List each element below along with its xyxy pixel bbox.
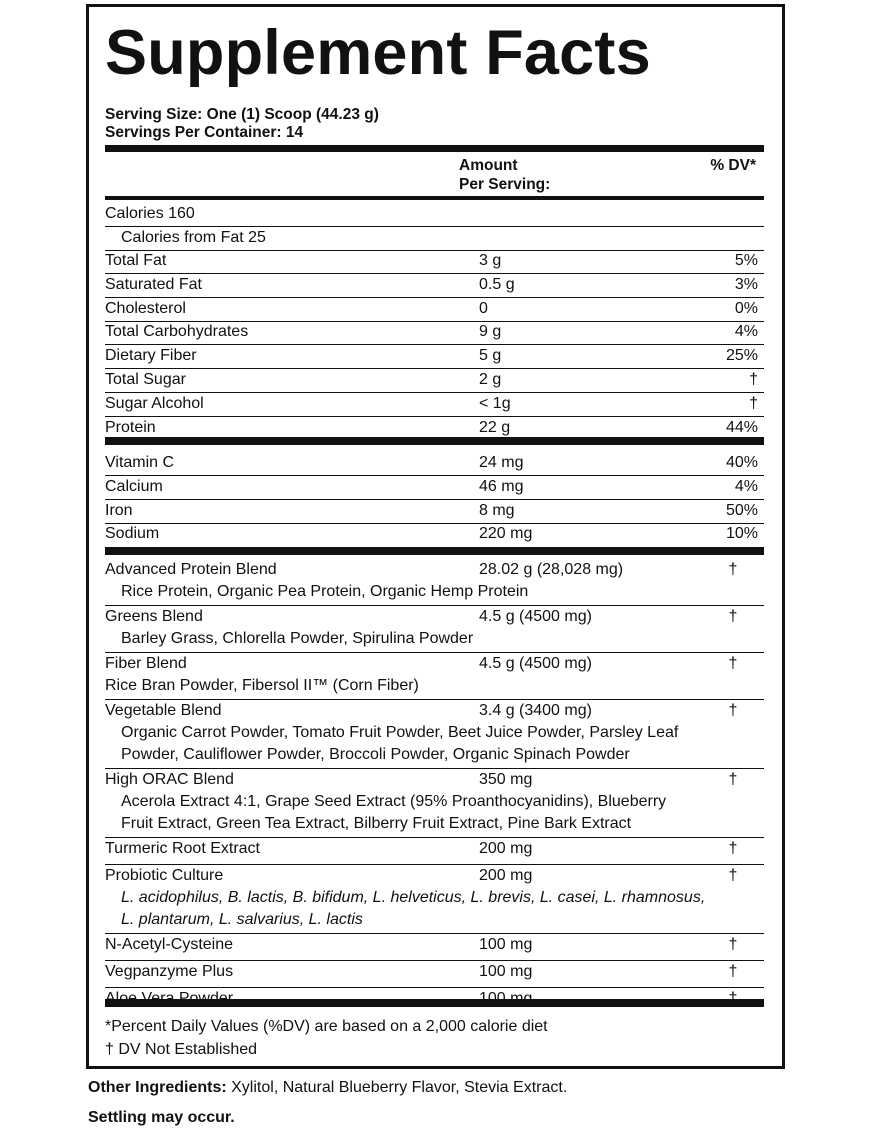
ingredient-details: Rice Bran Powder, Fibersol II™ (Corn Fiber) [105,677,419,694]
nutrient-name: Vitamin C [105,454,175,471]
nutrient-name: Total Carbohydrates [105,323,249,341]
ingredient-dv: † [728,963,738,980]
nutrient-dv: 4% [734,477,758,495]
ingredient-details: Acerola Extract 4:1, Grape Seed Extract (95% Proanthocyanidins), Blueberry [121,793,667,810]
ingredient-amount: 28.02 g (28,028 mg) [479,561,624,578]
footnote-dv: *Percent Daily Values (%DV) are based on a 2,000 calorie diet [105,1018,548,1035]
ingredient-name: Turmeric Root Extract [105,840,260,857]
ingredient-details: Barley Grass, Chlorella Powder, Spirulina Powder [121,630,474,647]
ingredient-amount: 3.4 g (3400 mg) [479,702,592,719]
ingredient-dv: † [728,702,738,719]
nutrient-amount: 0 [479,299,488,317]
serving-size: Serving Size: One (1) Scoop (44.23 g) [105,106,379,123]
nutrient-dv: 10% [725,525,758,543]
divider-medium [105,196,764,200]
divider-thin [105,523,764,524]
header-per-serving: Per Serving: [459,176,551,193]
divider-thin [105,344,764,345]
nutrient-name: Total Fat [105,252,167,269]
nutrient-name: Sugar Alcohol [105,394,204,412]
divider-thin [105,475,764,476]
nutrient-amount: < 1g [479,394,511,412]
ingredient-name: N-Acetyl-Cysteine [105,936,234,953]
nutrient-name: Saturated Fat [105,275,202,293]
supplement-facts-panel [86,4,785,1069]
divider-thin [105,605,764,606]
nutrient-amount: 2 g [479,371,502,388]
nutrient-dv: † [749,371,758,388]
divider-thin [105,416,764,417]
nutrient-dv: 0% [734,299,758,317]
divider-thin [105,273,764,274]
divider-thin [105,987,764,988]
ingredient-details: L. plantarum, L. salvarius, L. lactis [121,911,363,928]
ingredient-amount: 350 mg [479,771,533,788]
ingredient-details: L. acidophilus, B. lactis, B. bifidum, L. helveticus, L. brevis, L. casei, L. rhamnosus, [121,889,706,906]
calories-from-fat: Calories from Fat 25 [121,229,266,246]
nutrient-name: Dietary Fiber [105,347,197,365]
nutrient-name: Total Sugar [105,371,186,388]
ingredient-name: Vegetable Blend [105,702,222,719]
divider-thin [105,933,764,934]
ingredient-dv: † [728,867,738,884]
nutrient-dv: 50% [725,501,758,519]
ingredient-amount: 200 mg [479,840,533,857]
other-ingredients [88,1078,567,1098]
divider-thin [105,960,764,961]
divider-thin [105,368,764,369]
ingredient-amount: 4.5 g (4500 mg) [479,655,592,672]
nutrient-name: Iron [105,501,133,519]
panel-title: Supplement Facts [105,18,651,88]
ingredient-name: Greens Blend [105,608,203,625]
ingredient-details: Organic Carrot Powder, Tomato Fruit Powder, Beet Juice Powder, Parsley Leaf [121,724,679,741]
servings-per-container: Servings Per Container: 14 [105,124,304,141]
nutrient-dv: 44% [725,418,758,436]
ingredient-dv: † [728,771,738,788]
nutrient-amount: 22 g [479,418,511,436]
nutrient-name: Sodium [105,525,160,543]
divider-thin [105,392,764,393]
ingredient-details: Fruit Extract, Green Tea Extract, Bilberry Fruit Extract, Pine Bark Extract [121,815,632,832]
nutrient-amount: 0.5 g [479,275,515,293]
ingredient-name: Vegpanzyme Plus [105,963,234,980]
divider-thin [105,699,764,700]
divider-thick [105,437,764,445]
divider-thin [105,250,764,251]
ingredient-dv: † [728,840,738,857]
ingredient-dv: † [728,608,738,625]
nutrient-dv: 5% [734,252,758,269]
ingredient-name: Fiber Blend [105,655,187,672]
ingredient-amount: 200 mg [479,867,533,884]
nutrient-dv: 4% [734,323,758,341]
divider-thin [105,652,764,653]
divider-thin [105,768,764,769]
nutrient-amount: 5 g [479,347,502,365]
settling-note: Settling may occur. [88,1109,235,1126]
nutrient-dv: 40% [725,454,758,471]
nutrient-amount: 9 g [479,323,502,341]
header-dv: % DV* [710,157,756,174]
nutrient-dv: † [749,394,758,412]
nutrient-name: Protein [105,418,156,436]
divider-thin [105,864,764,865]
divider-thin [105,499,764,500]
divider-thin [105,837,764,838]
nutrient-dv: 3% [734,275,758,293]
ingredient-name: Advanced Protein Blend [105,561,277,578]
nutrient-amount: 24 mg [479,454,524,471]
footnote-dagger: † DV Not Established [105,1041,258,1058]
ingredient-dv: † [728,936,738,953]
nutrient-amount: 3 g [479,252,502,269]
other-ingredients-label: Other Ingredients: [88,1079,227,1096]
ingredient-name: Probiotic Culture [105,867,224,884]
nutrient-name: Cholesterol [105,299,186,317]
ingredient-dv: † [728,655,738,672]
nutrient-amount: 8 mg [479,501,515,519]
divider-thick [105,145,764,152]
ingredient-details: Powder, Cauliflower Powder, Broccoli Powder, Organic Spinach Powder [121,746,630,763]
divider-thin [105,297,764,298]
ingredient-dv: † [728,561,738,578]
ingredient-amount: 100 mg [479,936,533,953]
nutrient-amount: 46 mg [479,477,524,495]
ingredient-details: Rice Protein, Organic Pea Protein, Organic Hemp Protein [121,583,529,600]
ingredient-amount: 100 mg [479,963,533,980]
nutrient-name: Calcium [105,477,163,495]
nutrient-amount: 220 mg [479,525,533,543]
other-ingredients-list: Xylitol, Natural Blueberry Flavor, Stevia Extract. [226,1079,568,1096]
calories: Calories 160 [105,205,195,222]
divider-thick [105,999,764,1007]
ingredient-name: High ORAC Blend [105,771,234,788]
divider-thick [105,547,764,555]
nutrient-dv: 25% [725,347,758,365]
header-amount: Amount [459,157,518,174]
ingredient-amount: 4.5 g (4500 mg) [479,608,592,625]
